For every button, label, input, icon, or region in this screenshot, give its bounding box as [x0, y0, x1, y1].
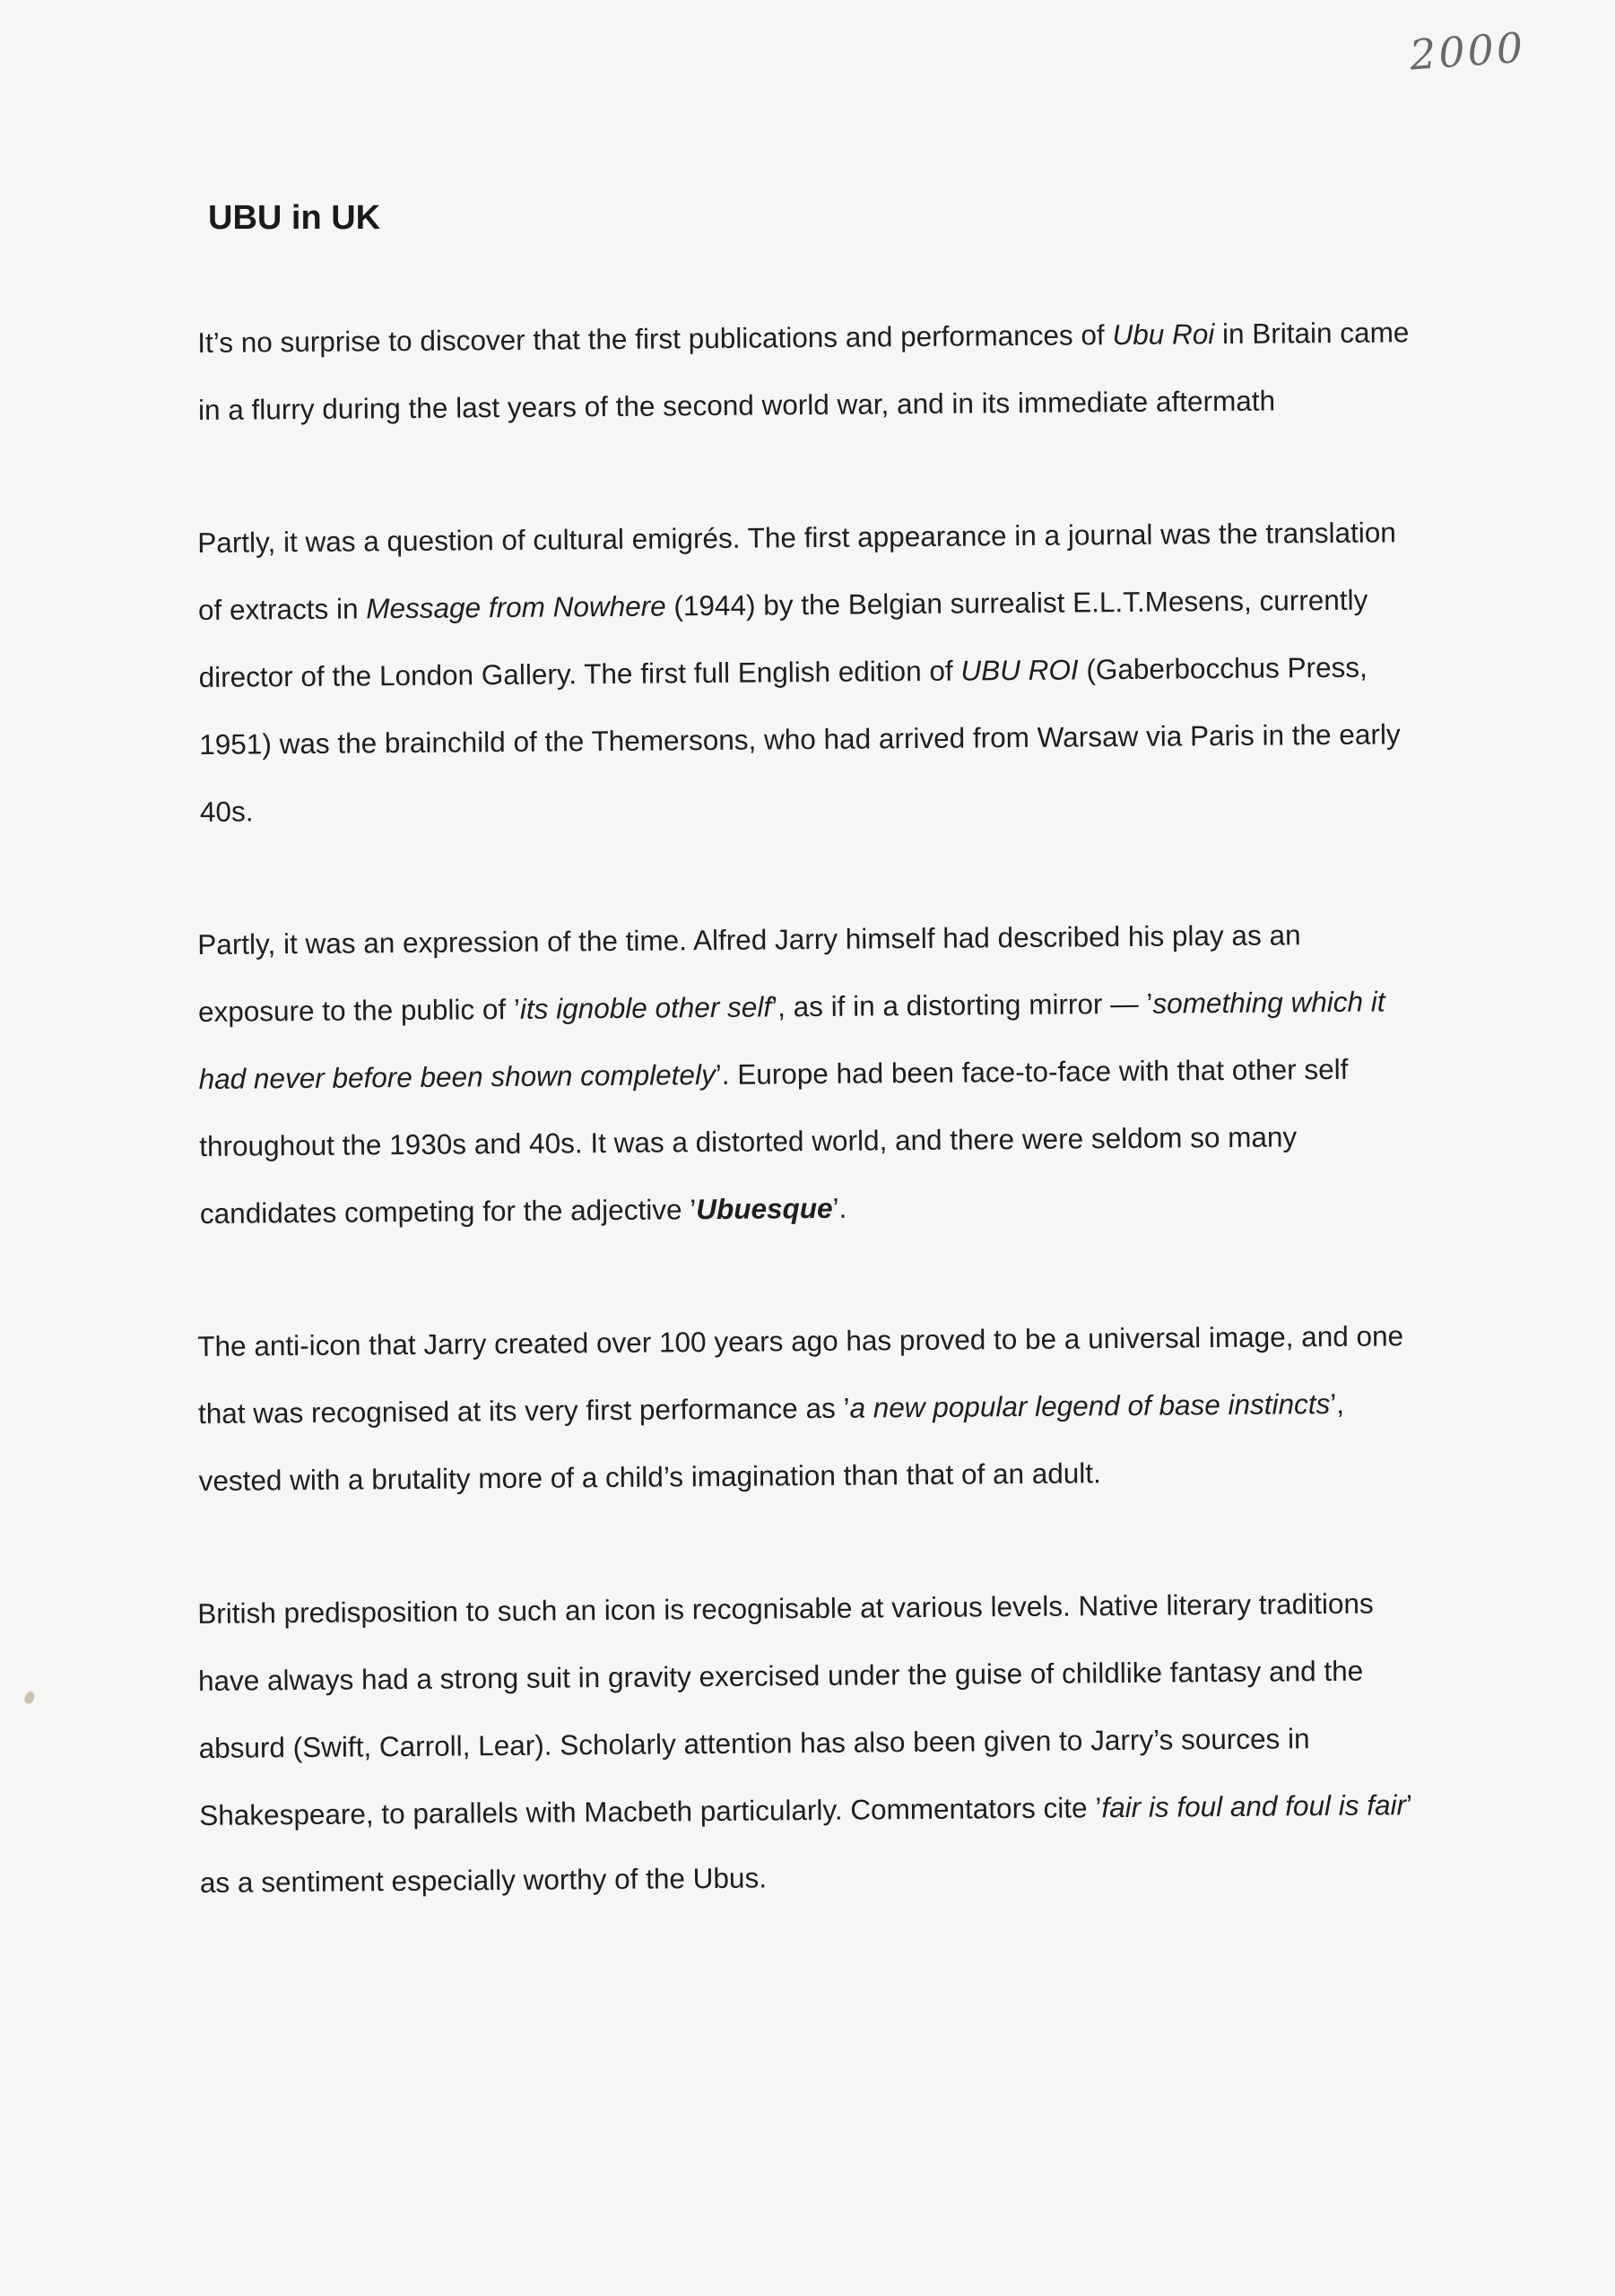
bold-italic-text-run: Ubuesque — [696, 1191, 833, 1226]
paper-speck — [22, 1690, 37, 1705]
text-run: (1944) by the Belgian surrealist E.L.T.Mesens, currently director of the London Gallery. The first full English edition of — [198, 583, 1368, 693]
text-run: ’. — [832, 1191, 847, 1224]
paragraph — [197, 499, 1420, 846]
text-run: ’. Europe had been face-to-face with that other self throughout the 1930s and 40s. It was a distorted world, and there were seldom so many candidates competing for the adjective ’ — [199, 1052, 1349, 1230]
italic-text-run: Message from Nowhere — [366, 589, 666, 625]
body-text — [197, 309, 1417, 1982]
paragraph — [197, 1570, 1420, 1917]
text-run: (Gaberbocchus Press, 1951) was the brainchild of the Themersons, who had arrived from Warsaw via Paris in the early 40s. — [199, 650, 1401, 828]
handwritten-note: 2000 — [1408, 22, 1527, 80]
italic-text-run: its ignoble other self — [519, 990, 772, 1025]
text-run: The anti-icon that Jarry created over 100 years ago has proved to be a universal image, and one that was recognised at its very first performance as ’ — [197, 1319, 1404, 1430]
text-run: Partly, it was a question of cultural emigrés. The first appearance in a journal was the translation of extracts in — [197, 516, 1396, 626]
italic-text-run: a new popular legend of base instincts — [849, 1387, 1331, 1424]
paragraph — [197, 299, 1418, 444]
text-run: It’s no surprise to discover that the first publications and performances of — [197, 318, 1113, 359]
text-run: ’ as a sentiment especially worthy of the Ubus. — [199, 1788, 1412, 1899]
paragraph — [197, 900, 1420, 1248]
text-run: ’, vested with a brutality more of a child’s imagination than that of an adult. — [198, 1387, 1345, 1497]
italic-text-run: something which it had never before been shown completely — [198, 985, 1385, 1095]
text-run: ’, as if in a distorting mirror — ’ — [770, 987, 1153, 1023]
text-run: Partly, it was an expression of the time. Alfred Jarry himself had described his play as an exposure to the public of ’ — [197, 918, 1301, 1028]
italic-text-run: fair is foul and foul is fair — [1101, 1788, 1407, 1824]
document-title: UBU in UK — [208, 199, 381, 237]
text-run: in Britain came in a flurry during the last years of the second world war, and in its immediate aftermath — [197, 316, 1410, 426]
paragraph — [197, 1302, 1419, 1515]
italic-text-run: Ubu Roi — [1112, 317, 1215, 352]
text-run: British predisposition to such an icon is recognisable at various levels. Native literary traditions have always had a strong suit in gravity exercised under the guise of childlike fantasy and the absurd (Swift, Carroll, Lear). Scholarly attention has also been given to Jarry’s sources in Shakespeare, to parallels with Macbeth particularly. Commentators cite ’ — [197, 1587, 1374, 1831]
italic-text-run: UBU ROI — [960, 653, 1079, 687]
